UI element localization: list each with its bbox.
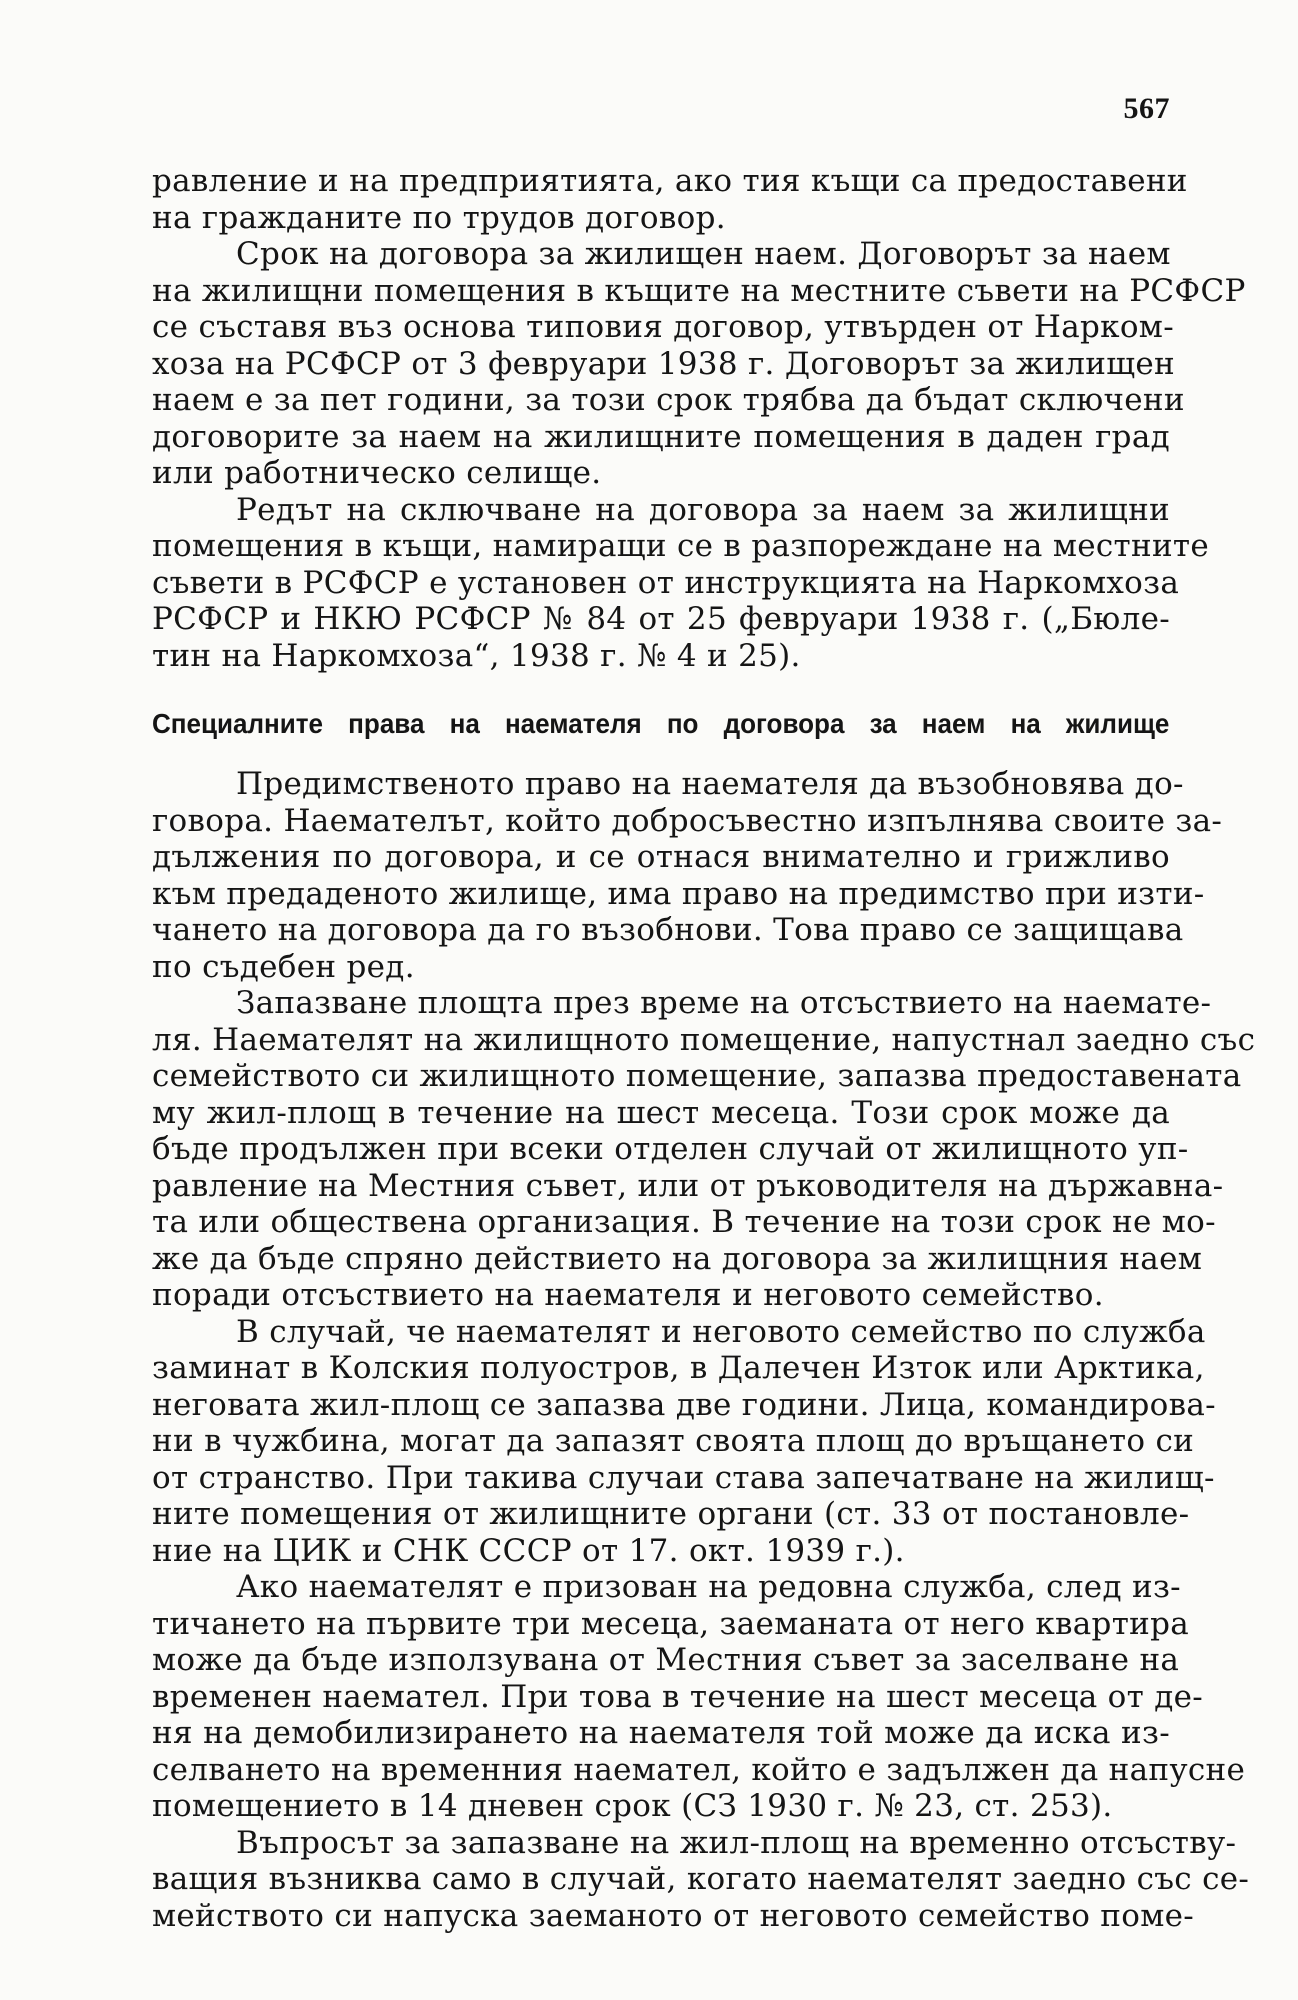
text-line: ни в чужбина, могат да запазят своята площ до връщането си [152,1423,1195,1459]
text-line: на жилищни помещения в къщите на местните съвети на РСФСР [152,272,1246,309]
text-line: бъде продължен при всеки отделен случай от жилищното уп- [152,1131,1189,1167]
text-line: на гражданите по трудов договор. [152,199,726,236]
text-line: мейството си напуска заеманото от неговото семейство поме- [152,1897,1195,1934]
text-line: наем е за пет години, за този срок трябва да бъдат сключени [152,382,1185,418]
text-line: към предаденото жилище, има право на предимство при изти- [152,875,1205,912]
text-line: чането на договора да го възобнови. Това право се защищава [152,912,1184,948]
text-line: ля. Наемателят на жилищното помещение, напустнал заедно със [152,1021,1256,1058]
text-line: хоза на РСФСР от 3 февруари 1938 г. Договорът за жилищен [152,345,1175,382]
text-line: по съдебен ред. [152,948,415,985]
text-line: заминат в Колския полуостров, в Далечен Изток или Арктика, [152,1350,1205,1386]
text-line: ните помещения от жилищните органи (ст. 33 от постановле- [152,1496,1190,1532]
body-text [152,163,1256,1934]
paragraph-start-line: Предимственото право на наемателя да възобновява до- [236,766,1184,802]
page-number: 567 [1123,92,1170,125]
text-line: дължения по договора, и се отнася внимателно и грижливо [152,839,1170,875]
paragraph-start-line: В случай, че наемателят и неговото семейство по служба [236,1313,1206,1350]
text-line: помещението в 14 дневен срок (СЗ 1930 г. № 23, ст. 253). [152,1788,1113,1824]
text-line: селването на временния наемател, който е задължен да напусне [152,1751,1246,1788]
text-line: се съставя въз основа типовия договор, утвърден от Нарком- [152,309,1174,345]
text-line: равление на Местния съвет, или от ръководителя на държавна- [152,1167,1224,1204]
text-line: говора. Наемателът, който добросъвестно изпълнява своите за- [152,802,1223,839]
text-line: ващия възниква само в случай, когато наемателят заедно със се- [152,1861,1250,1897]
paragraph-start-line: Ако наемателят е призован на редовна служба, след из- [236,1569,1181,1605]
text-line: ние на ЦИК и СНК СССР от 17. окт. 1939 г.). [152,1532,905,1569]
paragraph-start-line: Редът на сключване на договора за наем за жилищни [236,491,1170,528]
text-line: може да бъде използувана от Местния съвет за заселване на [152,1642,1180,1678]
text-line: или работническо селище. [152,455,602,491]
paragraph-start-line: Срок на договора за жилищен наем. Договорът за наем [236,236,1171,272]
paragraph-start-line: Запазване площта през време на отсъствието на наемате- [236,985,1212,1021]
text-line: му жил-площ в течение на шест месеца. Този срок може да [152,1094,1170,1131]
text-line: тин на Наркомхоза“, 1938 г. № 4 и 25). [152,637,801,674]
text-line: съвети в РСФСР е установен от инструкцията на Наркомхоза [152,564,1180,601]
text-line: временен наемател. При това в течение на шест месеца от де- [152,1678,1204,1715]
text-line: семейството си жилищното помещение, запазва предоставената [152,1058,1242,1094]
text-line: помещения в къщи, намиращи се в разпореждане на местните [152,528,1210,564]
text-line: тичането на първите три месеца, заеманата от него квартира [152,1605,1190,1642]
section-heading: Специалните права на наемателя по договора за наем на жилище [152,708,1170,739]
text-line: ня на демобилизирането на наемателя той може да иска из- [152,1715,1170,1751]
paragraph-start-line: Въпросът за запазване на жил-площ на временно отсъству- [236,1824,1237,1861]
text-line: РСФСР и НКЮ РСФСР № 84 от 25 февруари 1938 г. („Бюле- [152,601,1170,637]
text-line: та или обществена организация. В течение на този срок не мо- [152,1204,1216,1240]
text-line: поради отсъствието на наемателя и неговото семейство. [152,1277,1104,1313]
text-line: договорите за наем на жилищните помещения в даден град [152,418,1170,455]
text-line: неговата жил-площ се запазва две години. Лица, командирова- [152,1386,1216,1423]
text-line: равление и на предприятията, ако тия къщи са предоставени [152,163,1188,199]
text-line: же да бъде спряно действието на договора за жилищния наем [152,1240,1203,1277]
text-line: от странство. При такива случаи става запечатване на жилищ- [152,1459,1215,1496]
